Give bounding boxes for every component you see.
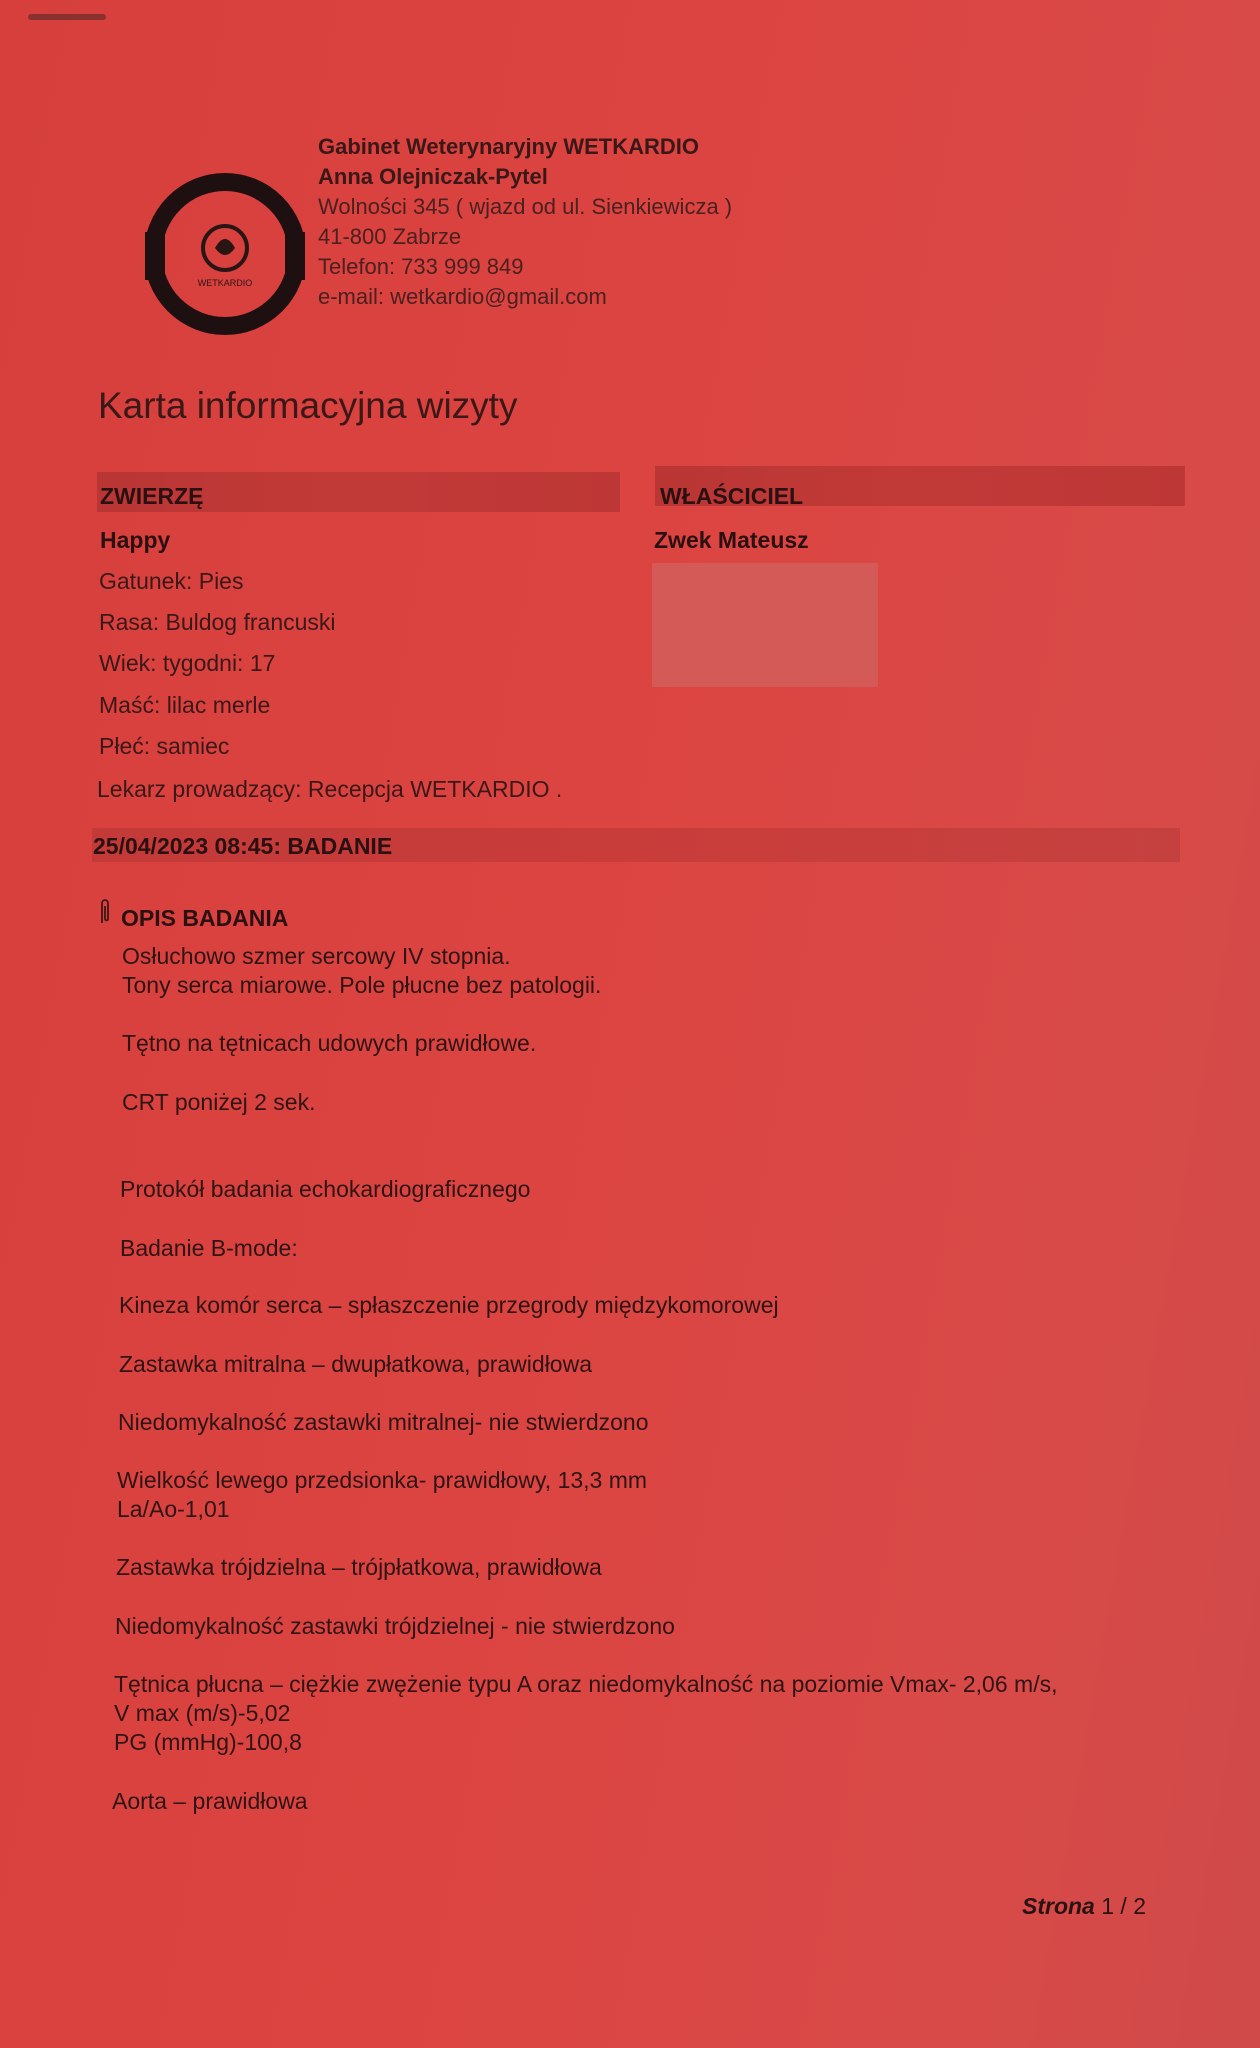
clinic-info [318, 132, 732, 312]
page-label: Strona [1022, 1893, 1095, 1919]
owner-details-redacted [652, 563, 878, 687]
document-title: Karta informacyjna wizyty [98, 385, 518, 426]
exam-line: Wielkość lewego przedsionka- prawidłowy, 13,3 mm [117, 1467, 648, 1493]
exam-line: Tętnica płucna – ciężkie zwężenie typu A oraz niedomykalność na poziomie Vmax- 2,06 m/s, [114, 1671, 1058, 1697]
exam-line: Zastawka trójdzielna – trójpłatkowa, prawidłowa [116, 1554, 602, 1580]
logo-text: WETKARDIO [197, 278, 253, 288]
page-indicator [1022, 1893, 1146, 1920]
paperclip-icon [98, 897, 112, 925]
animal-color: Maść: lilac merle [99, 692, 271, 718]
exam-line: Niedomykalność zastawki mitralnej- nie stwierdzono [118, 1409, 649, 1435]
exam-line: V max (m/s)-5,02 [114, 1700, 291, 1726]
animal-breed: Rasa: Buldog francuski [99, 609, 336, 635]
exam-line: Aorta – prawidłowa [112, 1788, 308, 1814]
owner-name: Zwek Mateusz [654, 527, 809, 553]
page-current: 1 [1101, 1893, 1115, 1919]
clinic-logo [145, 170, 305, 338]
clinic-doctor: Anna Olejniczak-Pytel [318, 164, 548, 189]
clinic-name: Gabinet Weterynaryjny WETKARDIO [318, 134, 699, 159]
owner-header: WŁAŚCICIEL [660, 483, 804, 509]
exam-line: Badanie B-mode: [120, 1235, 298, 1261]
clinic-address: Wolności 345 ( wjazd od ul. Sienkiewicza ) [318, 194, 733, 219]
exam-line: La/Ao-1,01 [117, 1496, 230, 1522]
clinic-phone: Telefon: 733 999 849 [318, 254, 524, 279]
page-total: / 2 [1120, 1893, 1146, 1919]
visit-header: 25/04/2023 08:45: BADANIE [93, 833, 393, 859]
exam-line: Niedomykalność zastawki trójdzielnej - nie stwierdzono [115, 1613, 675, 1639]
animal-name: Happy [100, 527, 171, 553]
exam-line: Tętno na tętnicach udowych prawidłowe. [122, 1030, 537, 1056]
exam-line: Zastawka mitralna – dwupłatkowa, prawidłowa [119, 1351, 592, 1377]
animal-header: ZWIERZĘ [100, 483, 204, 509]
exam-line: Kineza komór serca – spłaszczenie przegrody międzykomorowej [119, 1292, 779, 1318]
attending-vet: Lekarz prowadzący: Recepcja WETKARDIO . [97, 776, 563, 802]
exam-line: Protokół badania echokardiograficznego [120, 1176, 531, 1202]
exam-line: PG (mmHg)-100,8 [114, 1729, 302, 1755]
clinic-email: e-mail: wetkardio@gmail.com [318, 284, 607, 309]
exam-line: Tony serca miarowe. Pole płucne bez patologii. [122, 972, 602, 998]
exam-line: CRT poniżej 2 sek. [122, 1089, 316, 1115]
exam-description-label: OPIS BADANIA [121, 905, 289, 931]
animal-sex: Płeć: samiec [99, 733, 230, 759]
clinic-city: 41-800 Zabrze [318, 224, 462, 249]
corner-mark [28, 14, 106, 20]
animal-species: Gatunek: Pies [99, 568, 244, 594]
exam-line: Osłuchowo szmer sercowy IV stopnia. [122, 943, 511, 969]
animal-age: Wiek: tygodni: 17 [99, 650, 276, 676]
